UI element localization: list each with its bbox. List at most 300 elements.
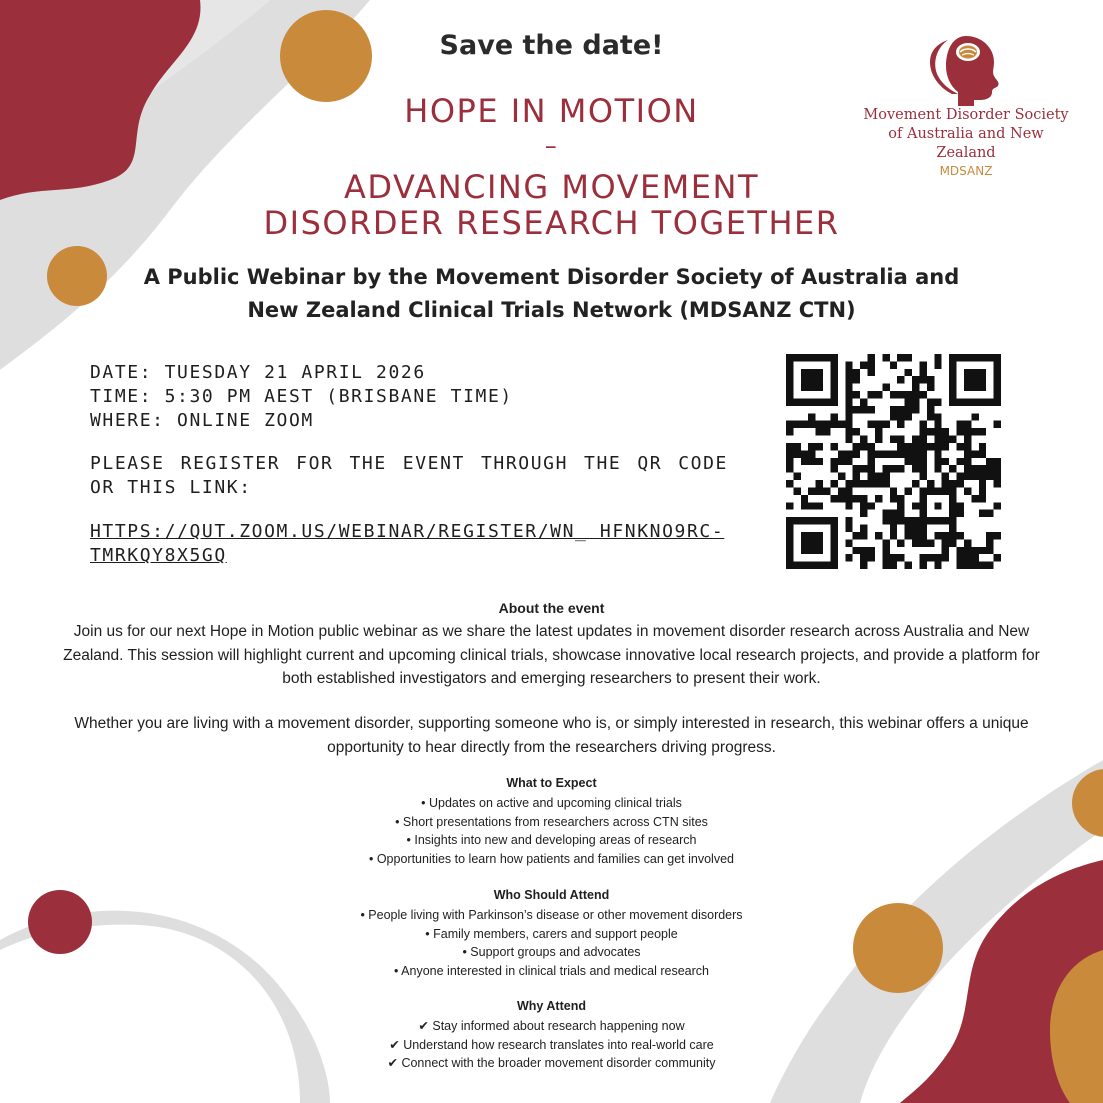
qr-module xyxy=(808,539,815,546)
qr-module xyxy=(860,502,867,509)
qr-module xyxy=(942,436,949,443)
qr-module xyxy=(897,517,904,524)
qr-module xyxy=(942,487,949,494)
qr-module xyxy=(853,532,860,539)
qr-module xyxy=(979,510,986,517)
qr-module xyxy=(890,510,897,517)
qr-module xyxy=(801,354,808,361)
checkmark-icon: ✔ xyxy=(387,1056,398,1071)
logo-abbreviation: MDSANZ xyxy=(939,164,993,178)
qr-module xyxy=(979,487,986,494)
qr-module xyxy=(890,413,897,420)
qr-module xyxy=(845,421,852,428)
qr-module xyxy=(860,525,867,532)
qr-module xyxy=(934,458,941,465)
qr-module xyxy=(957,458,964,465)
qr-module xyxy=(919,532,926,539)
qr-module xyxy=(912,376,919,383)
qr-module xyxy=(994,465,1001,472)
qr-module xyxy=(816,517,823,524)
subtitle-line1: A Public Webinar by the Movement Disorder Society of Australia and xyxy=(143,265,960,289)
qr-module xyxy=(808,532,815,539)
qr-module xyxy=(897,354,904,361)
qr-module xyxy=(801,421,808,428)
event-date: DATE: TUESDAY 21 APRIL 2026 xyxy=(90,362,426,383)
event-location: WHERE: ONLINE ZOOM xyxy=(90,410,314,431)
qr-module xyxy=(927,539,934,546)
qr-module xyxy=(860,480,867,487)
list-item: • Updates on active and upcoming clinical trials xyxy=(421,796,682,810)
qr-module xyxy=(964,473,971,480)
qr-module xyxy=(934,450,941,457)
qr-module xyxy=(949,398,956,405)
qr-module xyxy=(868,465,875,472)
qr-module xyxy=(845,554,852,561)
qr-module xyxy=(786,539,793,546)
qr-module xyxy=(912,539,919,546)
qr-module xyxy=(905,443,912,450)
qr-module xyxy=(808,413,815,420)
qr-module xyxy=(801,547,808,554)
qr-module xyxy=(971,376,978,383)
qr-module xyxy=(860,398,867,405)
qr-module xyxy=(793,421,800,428)
qr-module xyxy=(964,369,971,376)
qr-module xyxy=(890,532,897,539)
title-line1: HOPE IN MOTION xyxy=(404,92,699,130)
qr-module xyxy=(905,450,912,457)
qr-module xyxy=(808,562,815,569)
qr-module xyxy=(860,361,867,368)
qr-module xyxy=(882,465,889,472)
qr-module xyxy=(942,554,949,561)
qr-module xyxy=(823,517,830,524)
qr-module xyxy=(801,376,808,383)
qr-module xyxy=(786,562,793,569)
qr-module xyxy=(890,361,897,368)
qr-module xyxy=(830,547,837,554)
qr-module xyxy=(853,495,860,502)
qr-module xyxy=(927,487,934,494)
qr-module xyxy=(934,554,941,561)
qr-module xyxy=(808,517,815,524)
save-the-date-heading: Save the date! xyxy=(439,30,664,61)
qr-module xyxy=(919,495,926,502)
qr-module xyxy=(949,376,956,383)
checkmark-icon: ✔ xyxy=(418,1019,429,1033)
qr-module xyxy=(979,376,986,383)
qr-module xyxy=(979,547,986,554)
qr-module xyxy=(845,369,852,376)
qr-module xyxy=(905,458,912,465)
qr-module xyxy=(816,428,823,435)
qr-module xyxy=(845,525,852,532)
qr-module xyxy=(912,406,919,413)
qr-module xyxy=(875,436,882,443)
qr-module xyxy=(816,480,823,487)
qr-module xyxy=(830,539,837,546)
qr-module xyxy=(808,450,815,457)
qr-module xyxy=(890,525,897,532)
qr-module xyxy=(964,562,971,569)
qr-module xyxy=(919,487,926,494)
qr-module xyxy=(882,517,889,524)
qr-module xyxy=(786,554,793,561)
qr-module xyxy=(905,406,912,413)
qr-module xyxy=(934,517,941,524)
qr-module xyxy=(905,562,912,569)
qr-module xyxy=(934,487,941,494)
qr-module xyxy=(979,562,986,569)
qr-module xyxy=(897,510,904,517)
qr-module xyxy=(830,361,837,368)
qr-module xyxy=(919,391,926,398)
qr-module xyxy=(830,443,837,450)
list-item: • Support groups and advocates xyxy=(462,945,641,960)
what-to-expect-list xyxy=(0,794,1103,869)
qr-module xyxy=(801,384,808,391)
qr-module xyxy=(816,547,823,554)
qr-module xyxy=(994,480,1001,487)
qr-module xyxy=(816,562,823,569)
qr-module xyxy=(860,495,867,502)
qr-module xyxy=(801,450,808,457)
qr-module xyxy=(793,562,800,569)
qr-module xyxy=(986,458,993,465)
qr-module xyxy=(927,554,934,561)
qr-module xyxy=(979,465,986,472)
qr-module xyxy=(942,532,949,539)
qr-module xyxy=(934,421,941,428)
qr-module xyxy=(823,398,830,405)
qr-module xyxy=(971,473,978,480)
qr-module xyxy=(882,539,889,546)
qr-module xyxy=(979,450,986,457)
qr-module xyxy=(786,532,793,539)
qr-module xyxy=(823,428,830,435)
qr-module xyxy=(860,465,867,472)
qr-module xyxy=(905,487,912,494)
qr-module xyxy=(942,517,949,524)
qr-module xyxy=(957,443,964,450)
qr-module xyxy=(964,398,971,405)
qr-module xyxy=(949,532,956,539)
qr-module xyxy=(845,398,852,405)
qr-module xyxy=(853,369,860,376)
qr-module xyxy=(979,369,986,376)
qr-module xyxy=(897,465,904,472)
qr-module xyxy=(793,517,800,524)
qr-module xyxy=(830,495,837,502)
qr-module xyxy=(905,525,912,532)
qr-module xyxy=(994,532,1001,539)
list-item: • Insights into new and developing areas of research xyxy=(406,833,697,848)
qr-module xyxy=(971,428,978,435)
qr-module xyxy=(964,376,971,383)
qr-module xyxy=(919,458,926,465)
qr-module xyxy=(919,525,926,532)
qr-module xyxy=(786,384,793,391)
what-to-expect-heading: What to Expect xyxy=(506,776,597,790)
qr-module xyxy=(986,398,993,405)
qr-module xyxy=(912,398,919,405)
qr-module xyxy=(816,369,823,376)
qr-module xyxy=(971,554,978,561)
qr-module xyxy=(927,384,934,391)
registration-link[interactable]: HTTPS://QUT.ZOOM.US/WEBINAR/REGISTER/WN_ HFNKNO9RC-TMRKQY8X5GQ xyxy=(90,521,725,566)
qr-module xyxy=(994,473,1001,480)
qr-module xyxy=(882,473,889,480)
qr-module xyxy=(994,384,1001,391)
qr-module xyxy=(868,554,875,561)
qr-module xyxy=(971,369,978,376)
qr-module xyxy=(986,539,993,546)
qr-module xyxy=(897,391,904,398)
qr-module xyxy=(816,458,823,465)
qr-module xyxy=(934,443,941,450)
qr-module xyxy=(860,554,867,561)
qr-module xyxy=(986,354,993,361)
qr-module xyxy=(875,450,882,457)
qr-module xyxy=(786,547,793,554)
qr-module xyxy=(897,421,904,428)
qr-module xyxy=(830,398,837,405)
qr-module xyxy=(808,421,815,428)
qr-module xyxy=(801,398,808,405)
qr-module xyxy=(986,562,993,569)
qr-module xyxy=(853,450,860,457)
qr-module xyxy=(949,384,956,391)
qr-module xyxy=(868,547,875,554)
qr-module xyxy=(875,495,882,502)
qr-module xyxy=(949,510,956,517)
qr-module xyxy=(875,532,882,539)
qr-module xyxy=(786,450,793,457)
qr-module xyxy=(853,443,860,450)
logo-line2: of Australia and New Zealand xyxy=(888,126,1044,161)
qr-module xyxy=(897,443,904,450)
qr-module xyxy=(868,361,875,368)
qr-module xyxy=(860,510,867,517)
qr-module xyxy=(949,354,956,361)
qr-module xyxy=(845,428,852,435)
qr-module xyxy=(964,421,971,428)
qr-module xyxy=(912,450,919,457)
qr-module xyxy=(845,517,852,524)
qr-module xyxy=(786,517,793,524)
qr-module xyxy=(919,473,926,480)
qr-module xyxy=(882,547,889,554)
qr-module xyxy=(868,369,875,376)
qr-module xyxy=(979,398,986,405)
qr-module xyxy=(830,391,837,398)
qr-module xyxy=(830,532,837,539)
qr-module xyxy=(838,421,845,428)
qr-module xyxy=(823,487,830,494)
qr-module xyxy=(912,391,919,398)
qr-module xyxy=(801,562,808,569)
qr-module xyxy=(845,487,852,494)
qr-module xyxy=(816,502,823,509)
qr-module xyxy=(816,487,823,494)
qr-module xyxy=(957,547,964,554)
qr-module xyxy=(957,473,964,480)
qr-module xyxy=(830,525,837,532)
qr-module xyxy=(905,369,912,376)
qr-module xyxy=(860,532,867,539)
qr-module xyxy=(905,517,912,524)
qr-module xyxy=(905,413,912,420)
about-heading: About the event xyxy=(498,600,605,616)
qr-module xyxy=(808,458,815,465)
qr-module xyxy=(786,443,793,450)
qr-module xyxy=(897,554,904,561)
qr-module xyxy=(786,458,793,465)
qr-module xyxy=(786,502,793,509)
qr-module xyxy=(830,413,837,420)
qr-module xyxy=(934,354,941,361)
qr-module xyxy=(942,473,949,480)
qr-module xyxy=(971,562,978,569)
qr-module xyxy=(830,480,837,487)
qr-module xyxy=(919,421,926,428)
qr-module xyxy=(830,369,837,376)
qr-module xyxy=(912,443,919,450)
qr-module xyxy=(786,480,793,487)
qr-module xyxy=(964,547,971,554)
qr-module xyxy=(845,406,852,413)
qr-module xyxy=(853,480,860,487)
list-item: • Anyone interested in clinical trials and medical research xyxy=(394,964,709,979)
qr-module xyxy=(882,510,889,517)
qr-module xyxy=(868,450,875,457)
qr-module xyxy=(964,450,971,457)
qr-module xyxy=(897,539,904,546)
qr-module xyxy=(979,495,986,502)
qr-module xyxy=(964,443,971,450)
list-item-text: Understand how research translates into real-world care xyxy=(403,1037,714,1052)
qr-module xyxy=(919,361,926,368)
qr-module xyxy=(994,554,1001,561)
qr-module xyxy=(897,406,904,413)
qr-module xyxy=(875,421,882,428)
qr-module xyxy=(897,376,904,383)
qr-module xyxy=(860,436,867,443)
qr-module xyxy=(830,562,837,569)
qr-module xyxy=(994,421,1001,428)
checkmark-icon: ✔ xyxy=(389,1037,400,1052)
qr-module xyxy=(853,376,860,383)
qr-module xyxy=(971,547,978,554)
qr-module xyxy=(971,450,978,457)
qr-module xyxy=(875,391,882,398)
qr-module xyxy=(801,502,808,509)
qr-module xyxy=(971,354,978,361)
qr-module xyxy=(882,354,889,361)
qr-module xyxy=(912,517,919,524)
qr-module xyxy=(838,450,845,457)
qr-module xyxy=(868,473,875,480)
qr-module xyxy=(912,465,919,472)
qr-module xyxy=(986,473,993,480)
qr-module xyxy=(860,547,867,554)
qr-module xyxy=(919,450,926,457)
about-paragraph-1: Join us for our next Hope in Motion public webinar as we share the latest updates in movement disorder research across Australia and New Zealand. This session will highlight current and upcoming clinical trials, showcase innovative local research projects, and provide a platform for both established investigators and emerging researchers to present their work. xyxy=(63,623,1040,687)
qr-module xyxy=(905,532,912,539)
qr-module xyxy=(964,554,971,561)
logo-line1: Movement Disorder Society xyxy=(863,107,1069,123)
qr-module xyxy=(890,465,897,472)
qr-module xyxy=(816,443,823,450)
qr-module xyxy=(979,473,986,480)
qr-module xyxy=(838,458,845,465)
qr-module xyxy=(986,465,993,472)
qr-module xyxy=(919,539,926,546)
qr-module xyxy=(853,391,860,398)
qr-module xyxy=(942,458,949,465)
qr-module xyxy=(957,554,964,561)
qr-module xyxy=(868,354,875,361)
qr-module xyxy=(808,384,815,391)
qr-module xyxy=(912,532,919,539)
qr-module xyxy=(979,443,986,450)
qr-module xyxy=(934,428,941,435)
qr-module xyxy=(919,376,926,383)
subtitle-line2: New Zealand Clinical Trials Network (MDSANZ CTN) xyxy=(247,298,856,322)
qr-module xyxy=(994,354,1001,361)
qr-module xyxy=(964,465,971,472)
qr-module xyxy=(786,465,793,472)
qr-module xyxy=(830,458,837,465)
qr-module xyxy=(882,384,889,391)
qr-module xyxy=(845,361,852,368)
qr-module xyxy=(949,391,956,398)
list-item: • Opportunities to learn how patients and families can get involved xyxy=(368,852,734,867)
qr-module xyxy=(816,421,823,428)
qr-module xyxy=(793,398,800,405)
qr-module xyxy=(919,428,926,435)
qr-module xyxy=(919,502,926,509)
qr-module xyxy=(994,369,1001,376)
qr-module xyxy=(919,443,926,450)
qr-module xyxy=(934,562,941,569)
qr-module xyxy=(905,398,912,405)
qr-module xyxy=(882,554,889,561)
qr-module xyxy=(801,532,808,539)
qr-module xyxy=(793,443,800,450)
qr-module xyxy=(949,495,956,502)
qr-module xyxy=(890,436,897,443)
qr-module xyxy=(949,361,956,368)
qr-module xyxy=(808,547,815,554)
qr-module xyxy=(882,562,889,569)
qr-module xyxy=(942,443,949,450)
qr-module xyxy=(897,502,904,509)
list-item: • People living with Parkinson’s disease or other movement disorders xyxy=(360,908,743,922)
qr-module xyxy=(934,361,941,368)
qr-module xyxy=(845,384,852,391)
register-instructions: PLEASE REGISTER FOR THE EVENT THROUGH THE QR CODE OR THIS LINK: xyxy=(90,453,728,498)
qr-module xyxy=(868,406,875,413)
qr-module xyxy=(853,473,860,480)
qr-module xyxy=(942,480,949,487)
qr-module xyxy=(964,487,971,494)
qr-module xyxy=(964,354,971,361)
qr-module xyxy=(860,406,867,413)
qr-module xyxy=(912,436,919,443)
qr-module xyxy=(808,398,815,405)
qr-code-icon[interactable] xyxy=(786,354,1001,569)
